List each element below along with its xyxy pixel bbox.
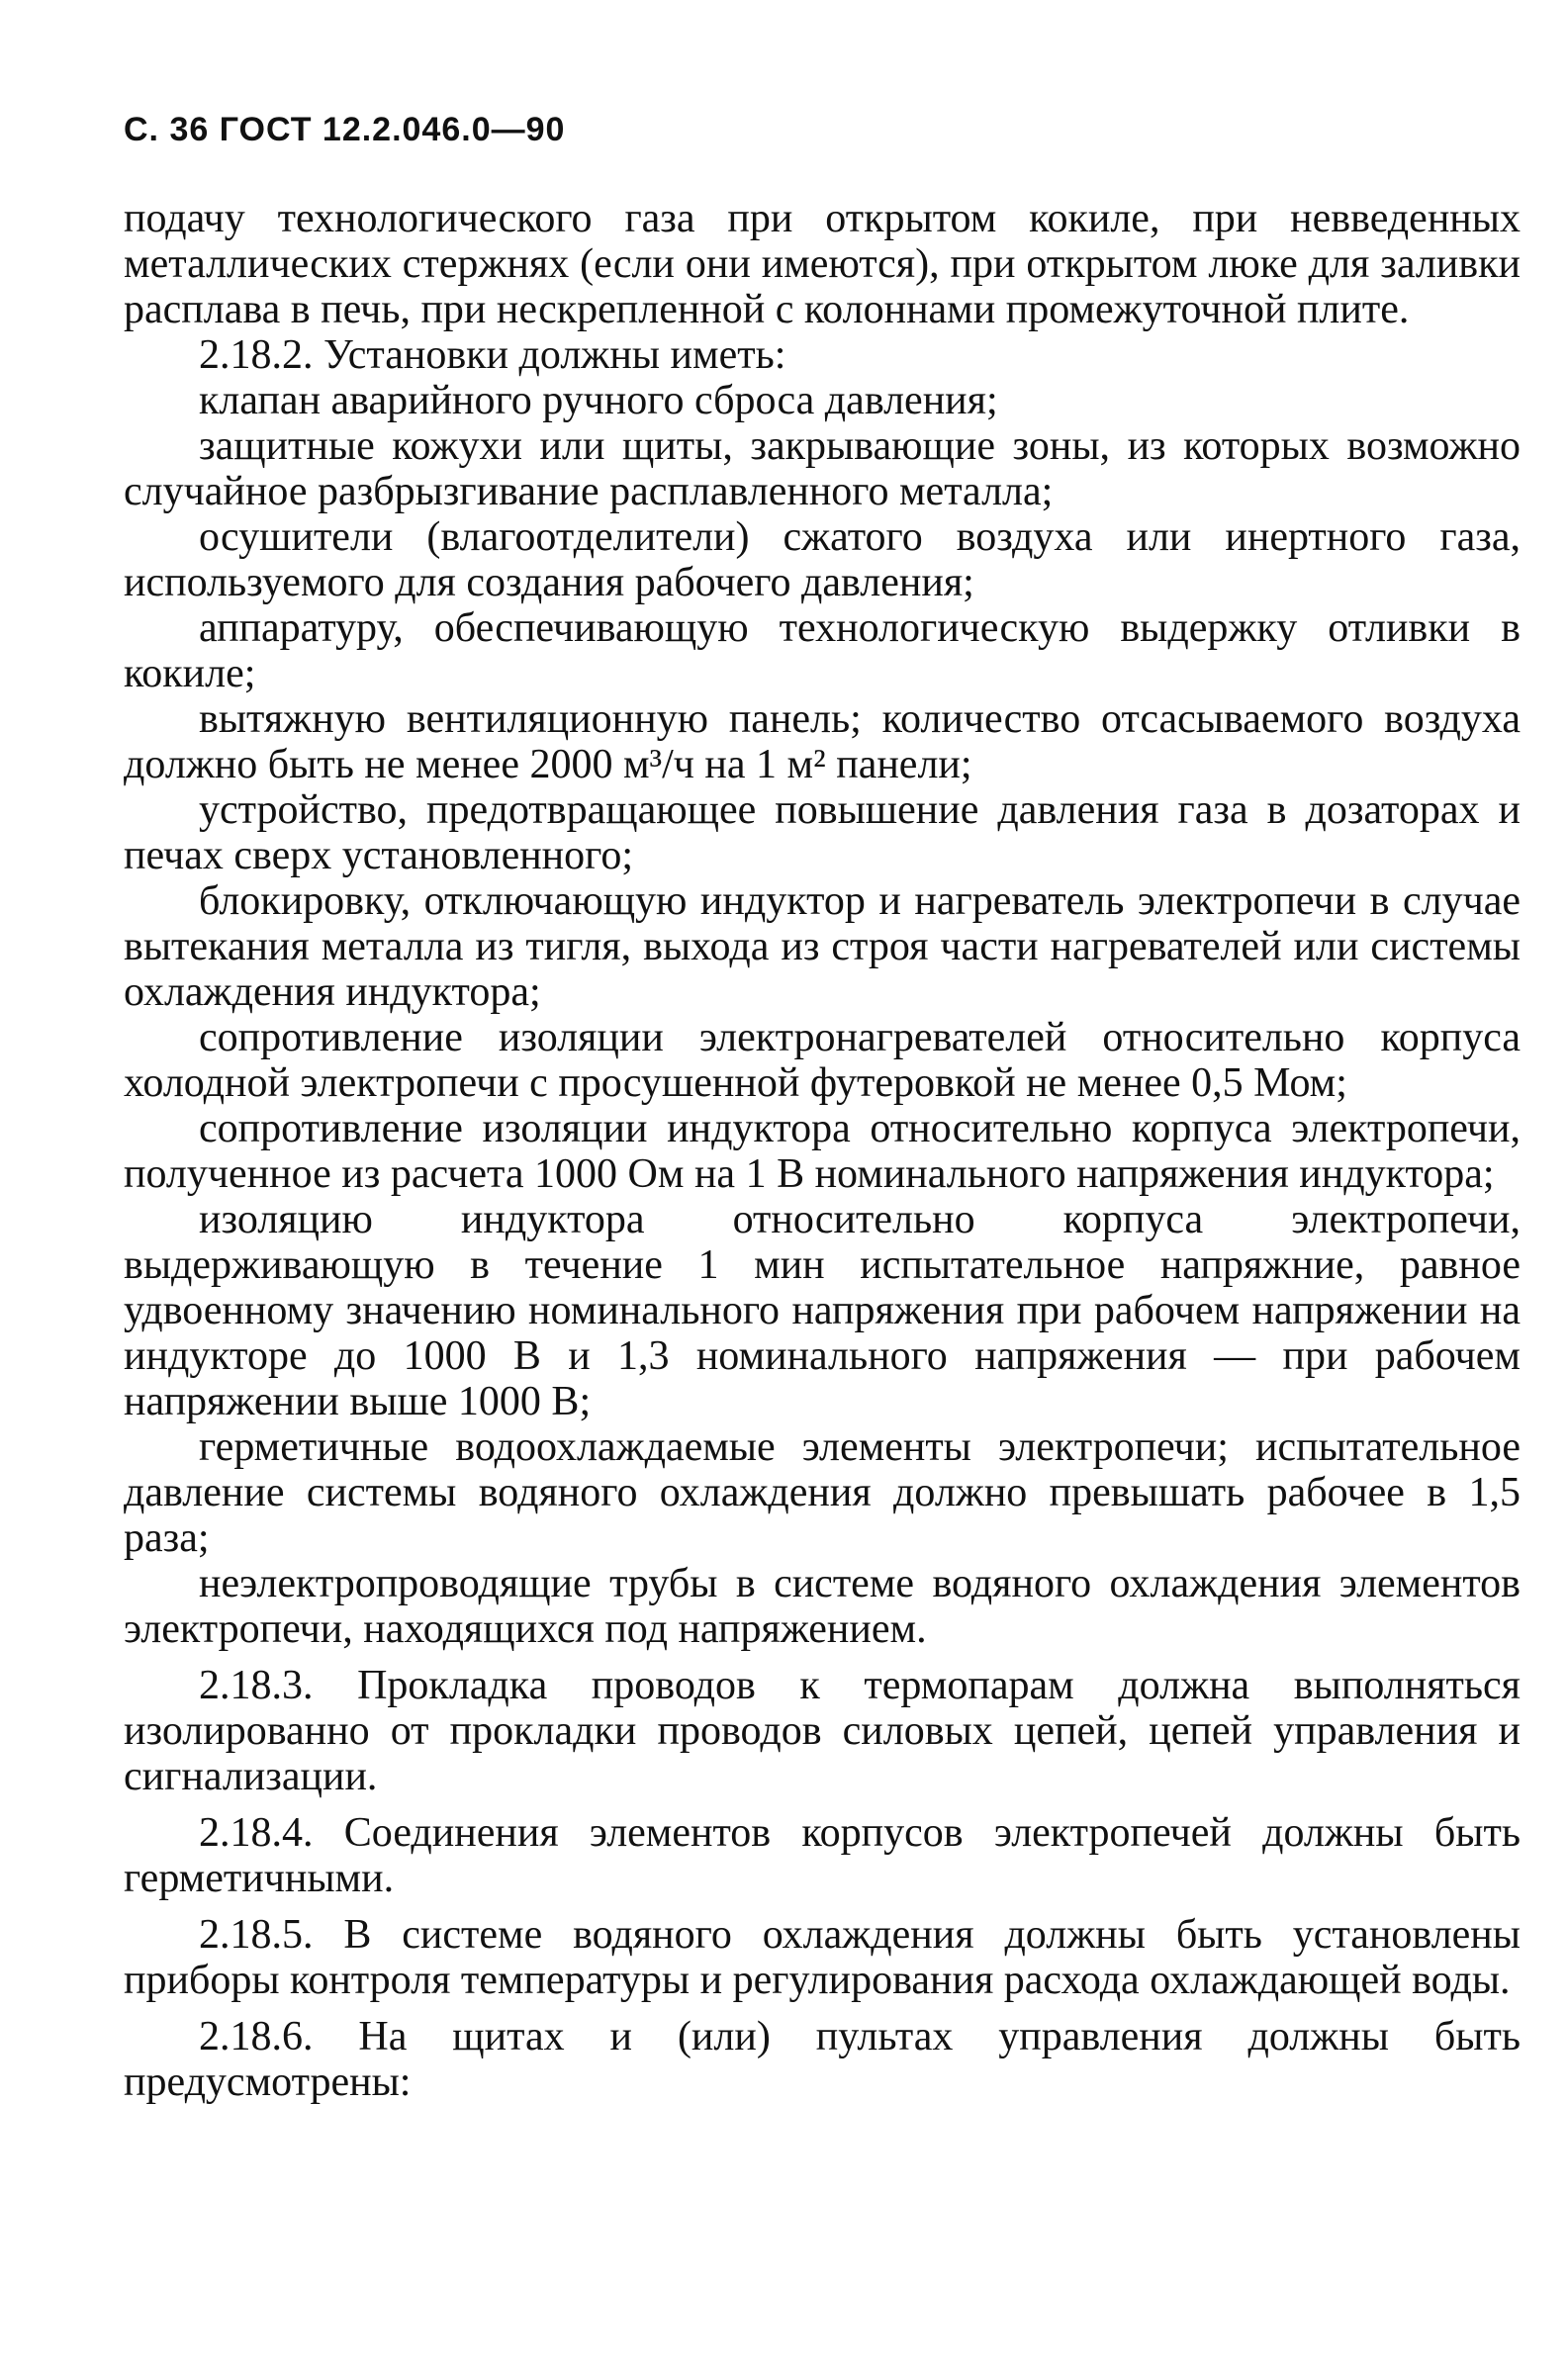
- list-item-water-cooled: герметичные водоохлаждаемые элементы электропечи; испытательное давление системы водяного охлаждения должно превышать рабочее в 1,5 раза;: [124, 1424, 1521, 1561]
- paragraph-2-18-4: 2.18.4. Соединения элементов корпусов электропечей должны быть герметичными.: [124, 1810, 1521, 1901]
- list-item-heater-insulation: сопротивление изоляции электронагревателей относительно корпуса холодной электропечи с просушенной футеровкой не менее 0,5 Мом;: [124, 1015, 1521, 1106]
- paragraph-continuation: подачу технологического газа при открытом кокиле, при невведенных металлических стержнях (если они имеются), при открытом люке для заливки расплава в печь, при нескрепленной с колоннами промежуточной плите.: [124, 196, 1521, 332]
- list-item-equipment: аппаратуру, обеспечивающую технологическую выдержку отливки в кокиле;: [124, 605, 1521, 696]
- paragraph-2-18-3: 2.18.3. Прокладка проводов к термопарам должна выполняться изолированно от прокладки проводов силовых цепей, цепей управления и сигнализации.: [124, 1663, 1521, 1799]
- list-item-ventilation: вытяжную вентиляционную панель; количество отсасываемого воздуха должно быть не менее 2000 м³/ч на 1 м² панели;: [124, 696, 1521, 787]
- list-item-interlock: блокировку, отключающую индуктор и нагреватель электропечи в случае вытекания металла из тигля, выхода из строя части нагревателей или системы охлаждения индуктора;: [124, 878, 1521, 1015]
- paragraph-2-18-2: 2.18.2. Установки должны иметь:: [199, 332, 786, 378]
- paragraph-2-18-6: 2.18.6. На щитах и (или) пультах управления должны быть предусмотрены:: [124, 2014, 1521, 2105]
- list-item-pipes: неэлектропроводящие трубы в системе водяного охлаждения элементов электропечи, находящихся под напряжением.: [124, 1561, 1521, 1652]
- list-item-inductor-resistance: сопротивление изоляции индуктора относительно корпуса электропечи, полученное из расчета 1000 Ом на 1 В номинального напряжения индуктора;: [124, 1106, 1521, 1197]
- list-item-inductor-insulation: изоляцию индуктора относительно корпуса электропечи, выдерживающую в течение 1 мин испытательное напряжние, равное удвоенному значению номинального напряжения при рабочем напряжении на индукторе до 1000 В и 1,3 номинального напряжения — при рабочем напряжении выше 1000 В;: [124, 1197, 1521, 1424]
- document-body: [124, 196, 1521, 2105]
- page-header: С. 36 ГОСТ 12.2.046.0—90: [124, 111, 566, 148]
- list-item-dryers: осушители (влагоотделители) сжатого воздуха или инертного газа, используемого для создания рабочего давления;: [124, 514, 1521, 605]
- list-item-pressure-device: устройство, предотвращающее повышение давления газа в дозаторах и печах сверх установленного;: [124, 787, 1521, 878]
- list-item-valve: клапан аварийного ручного сброса давления;: [199, 378, 998, 423]
- list-item-shields: защитные кожухи или щиты, закрывающие зоны, из которых возможно случайное разбрызгивание расплавленного металла;: [124, 423, 1521, 514]
- paragraph-2-18-5: 2.18.5. В системе водяного охлаждения должны быть установлены приборы контроля температуры и регулирования расхода охлаждающей воды.: [124, 1912, 1521, 2003]
